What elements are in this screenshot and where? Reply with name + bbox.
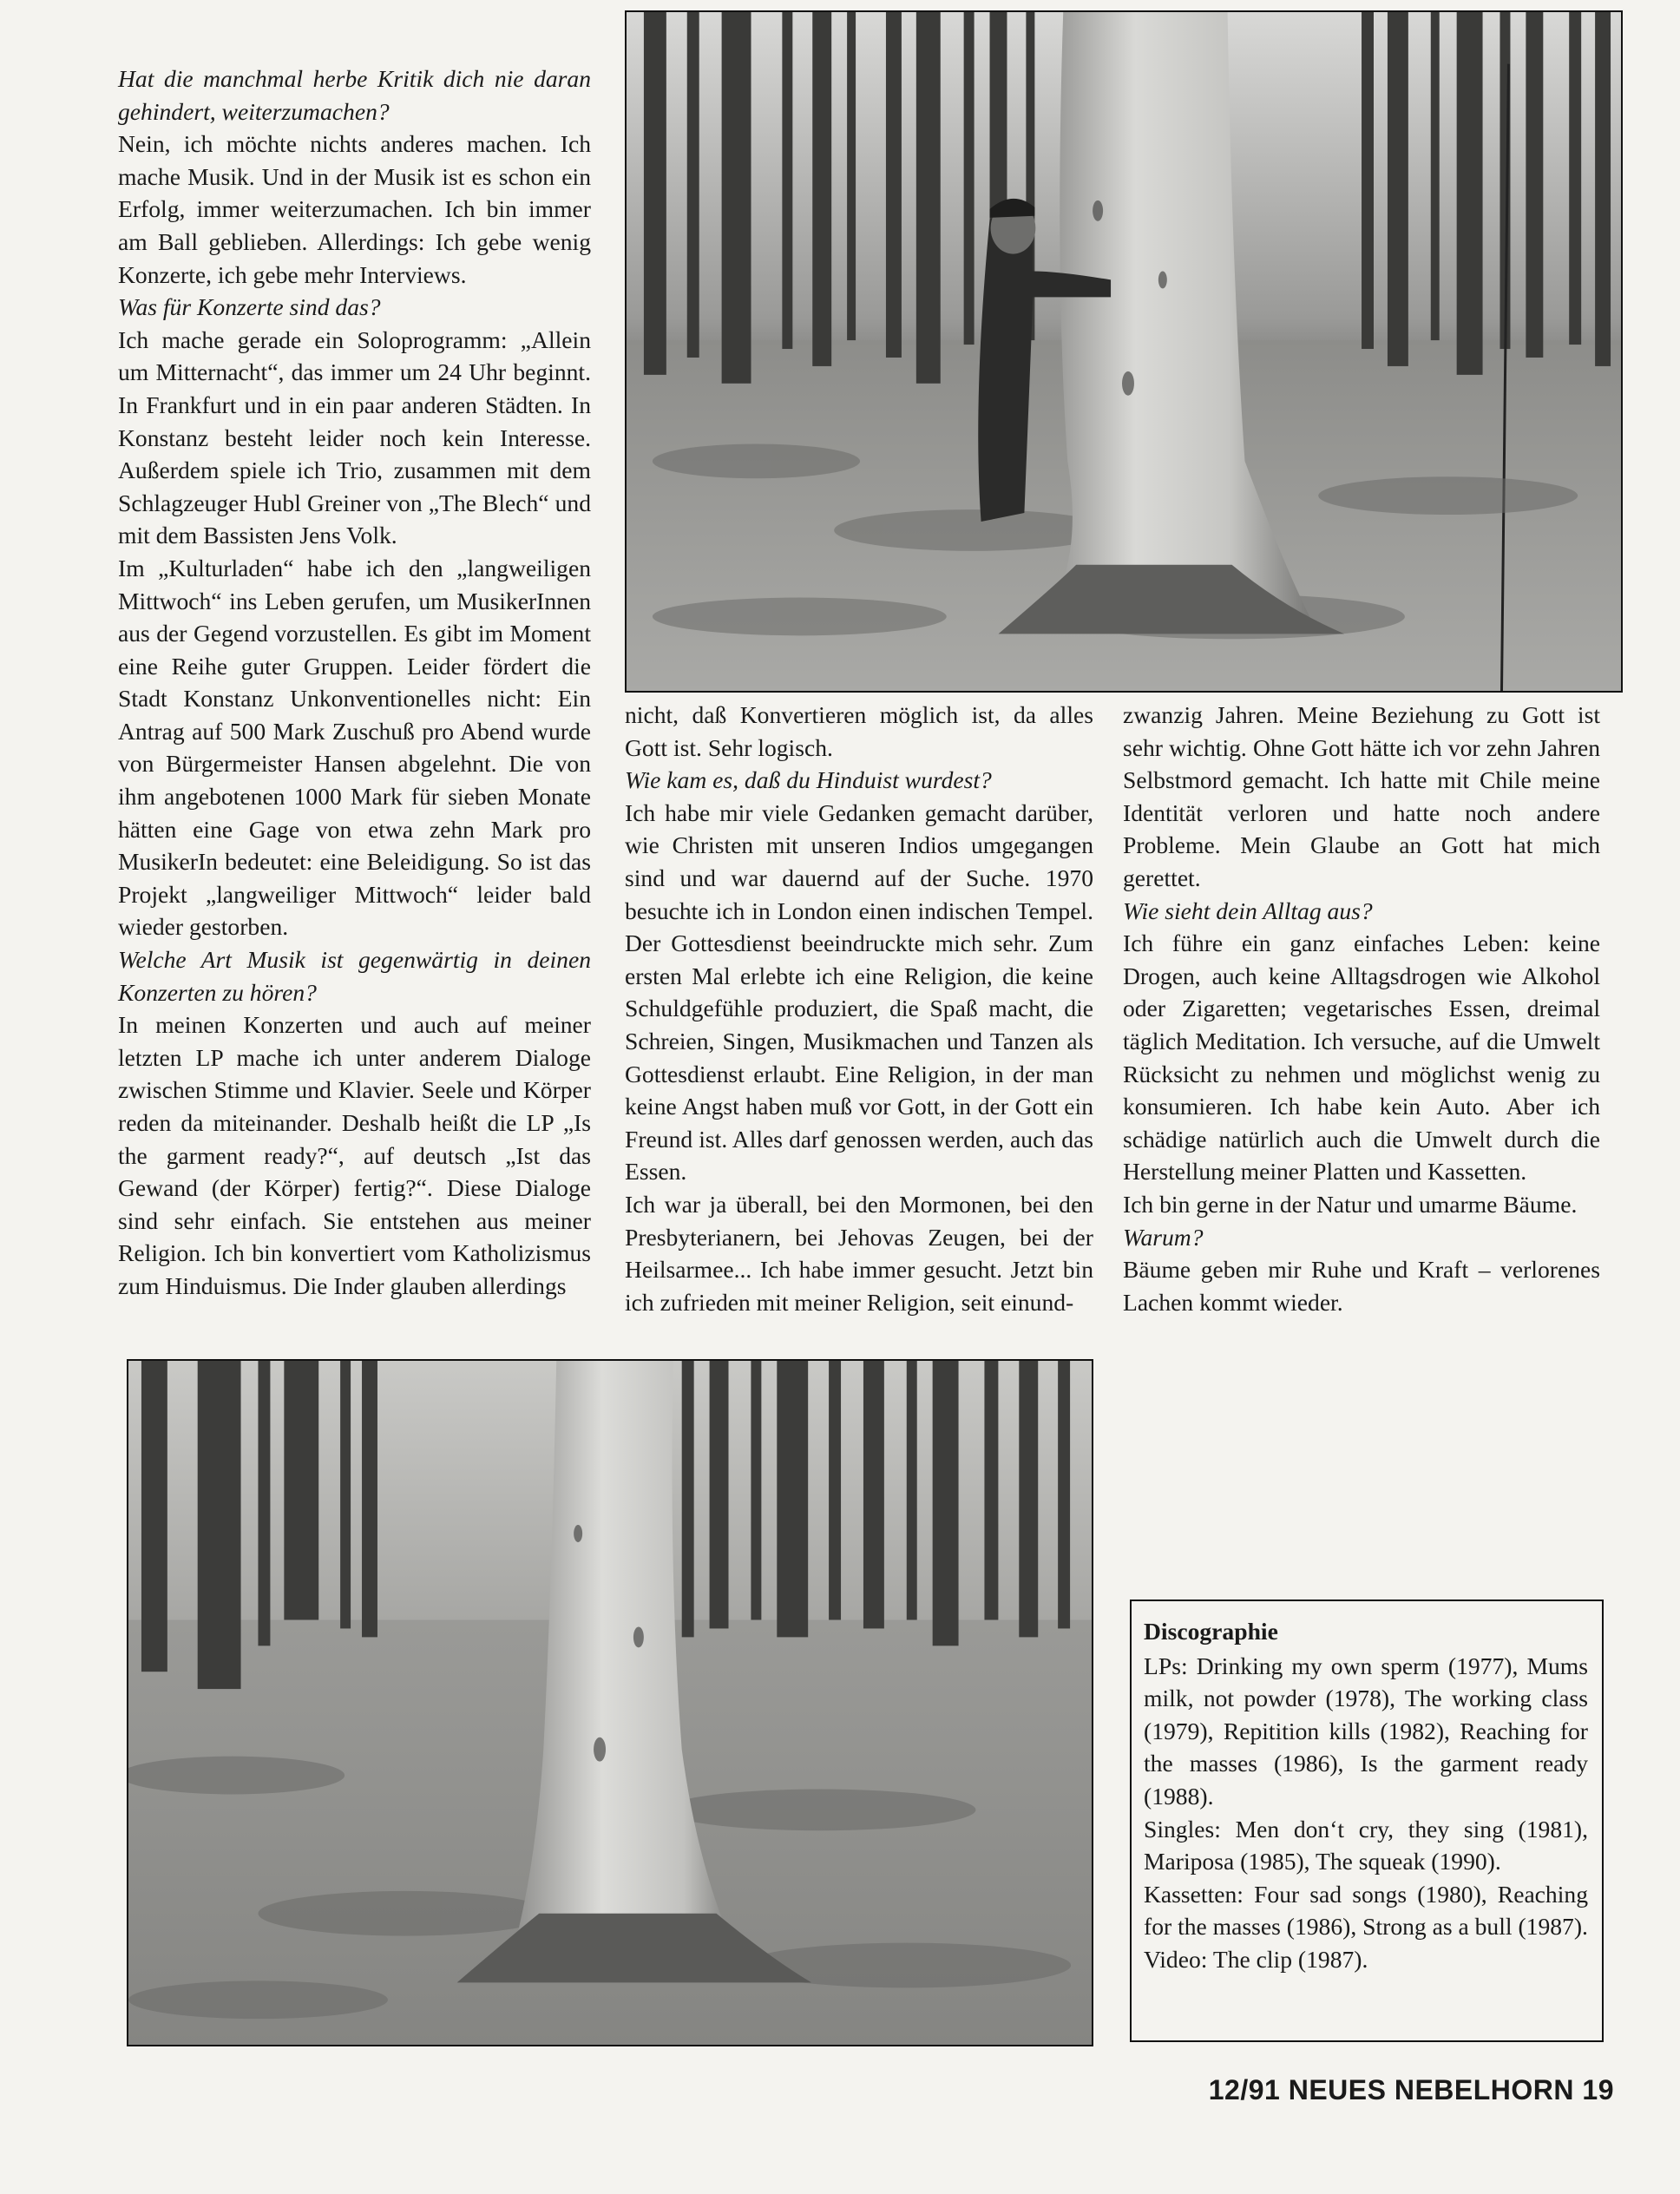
forest-photo-bottom-graphic <box>128 1361 1092 2045</box>
interview-question: Welche Art Musik ist gegenwärtig in deinen Konzerten zu hören? <box>118 946 591 1006</box>
discography-entry-lps: LPs: Drinking my own sperm (1977), Mums milk, not powder (1978), The working class (1979), Repitition kills (1982), Reaching for the masses (1986), Is the garment ready (1988). <box>1144 1652 1588 1810</box>
interview-answer: In meinen Konzerten und auch auf meiner letzten LP mache ich unter anderem Dialoge zwischen Stimme und Klavier. Seele und Körper reden da miteinander. Deshalb heißt die LP „Is the garment ready?“, auf deutsch „Ist das Gewand (der Körper) fertig?“. Diese Dialoge sind sehr einfach. Sie entstehen aus meiner Religion. Ich bin konvertiert vom Katholizismus zum Hinduismus. Die Inder glauben allerdings <box>118 1011 591 1299</box>
article-column-right <box>1123 699 1600 1318</box>
interview-answer: Bäume geben mir Ruhe und Kraft – verlorenes Lachen kommt wieder. <box>1123 1256 1600 1316</box>
discography-box <box>1130 1600 1604 2042</box>
interview-question: Wie sieht dein Alltag aus? <box>1123 897 1373 924</box>
interview-question: Was für Konzerte sind das? <box>118 293 381 321</box>
page-footer: 12/91 NEUES NEBELHORN 19 <box>1208 2074 1614 2105</box>
forest-photo-top-graphic <box>627 12 1621 691</box>
interview-answer: zwanzig Jahren. Meine Beziehung zu Gott ist sehr wichtig. Ohne Gott hätte ich vor zehn Jahren Selbstmord gemacht. Ich hatte mit Chile meine Identität verloren und hatte noch andere Probleme. Mein Glaube an Gott hat mich gerettet. <box>1123 701 1600 891</box>
interview-answer: nicht, daß Konvertieren möglich ist, da alles Gott ist. Sehr logisch. <box>625 701 1093 761</box>
discography-entry-video: Video: The clip (1987). <box>1144 1945 1368 1973</box>
article-column-middle <box>625 699 1093 1318</box>
interview-answer: Im „Kulturladen“ habe ich den „langweiligen Mittwoch“ ins Leben gerufen, um MusikerInnen aus der Gegend vorzustellen. Es gibt im Moment eine Reihe guter Gruppen. Leider fördert die Stadt Konstanz Unkonventionelles nicht: Ein Antrag auf 500 Mark Zuschuß pro Abend wurde von Bürgermeister Hansen abgelehnt. Die von ihm angebotenen 1000 Mark für sieben Monate hätten eine Gage von etwa zehn Mark pro MusikerIn bedeutet: eine Beleidigung. So ist das Projekt „langweiliger Mittwoch“ leider bald wieder gestorben. <box>118 554 591 941</box>
photo-man-hugging-tree <box>625 10 1623 693</box>
interview-question: Hat die manchmal herbe Kritik dich nie daran gehindert, weiterzumachen? <box>118 65 591 125</box>
interview-answer: Ich habe mir viele Gedanken gemacht darüber, wie Christen mit unseren Indios umgegangen sind und war dauernd auf der Suche. 1970 besuchte ich in London einen indischen Tempel. Der Gottesdienst beeindruckte mich sehr. Zum ersten Mal erlebte ich eine Religion, die keine Schuldgefühle produziert, die Spaß macht, die Schreien, Singen, Musikmachen und Tanzen als Gottesdienst erlaubt. Eine Religion, in der man keine Angst haben muß vor Gott, in der Gott ein Freund ist. Alles darf genossen werden, auch das Essen. <box>625 798 1093 1186</box>
interview-question: Wie kam es, daß du Hinduist wurdest? <box>625 766 992 794</box>
article-column-left <box>118 62 591 1303</box>
discography-entry-kassetten: Kassetten: Four sad songs (1980), Reaching for the masses (1986), Strong as a bull (1987). <box>1144 1880 1588 1941</box>
interview-answer: Ich mache gerade ein Soloprogramm: „Allein um Mitternacht“, das immer um 24 Uhr beginnt. In Frankfurt und in ein paar anderen Städten. In Konstanz besteht leider noch kein Interesse. Außerdem spiele ich Trio, zusammen mit dem Schlagzeuger Hubl Greiner von „The Blech“ und mit dem Bassisten Jens Volk. <box>118 325 591 549</box>
discography-entry-singles: Singles: Men don‘t cry, they sing (1981), Mariposa (1985), The squeak (1990). <box>1144 1815 1588 1875</box>
interview-answer: Nein, ich möchte nichts anderes machen. Ich mache Musik. Und in der Musik ist es schon ein Erfolg, immer weiterzumachen. Ich bin immer am Ball geblieben. Allerdings: Ich gebe wenig Konzerte, ich gebe mehr Interviews. <box>118 130 591 288</box>
interview-question: Warum? <box>1123 1223 1204 1251</box>
interview-answer: Ich führe ein ganz einfaches Leben: keine Drogen, auch keine Alltagsdrogen wie Alkohol oder Zigaretten; vegetarisches Essen, dreimal täglich Meditation. Ich versuche, auf die Umwelt Rücksicht zu nehmen und möglichst wenig zu konsumieren. Ich habe kein Auto. Aber ich schädige natürlich auch die Umwelt durch die Herstellung meiner Platten und Kassetten. <box>1123 929 1600 1186</box>
interview-answer: Ich bin gerne in der Natur und umarme Bäume. <box>1123 1190 1578 1218</box>
interview-answer: Ich war ja überall, bei den Mormonen, bei den Presbyterianern, bei Jehovas Zeugen, bei der Heilsarmee... Ich habe immer gesucht. Jetzt bin ich zufrieden mit meiner Religion, seit einund- <box>625 1190 1093 1316</box>
discography-heading: Discographie <box>1144 1618 1278 1645</box>
photo-beech-tree-forest <box>127 1359 1093 2046</box>
